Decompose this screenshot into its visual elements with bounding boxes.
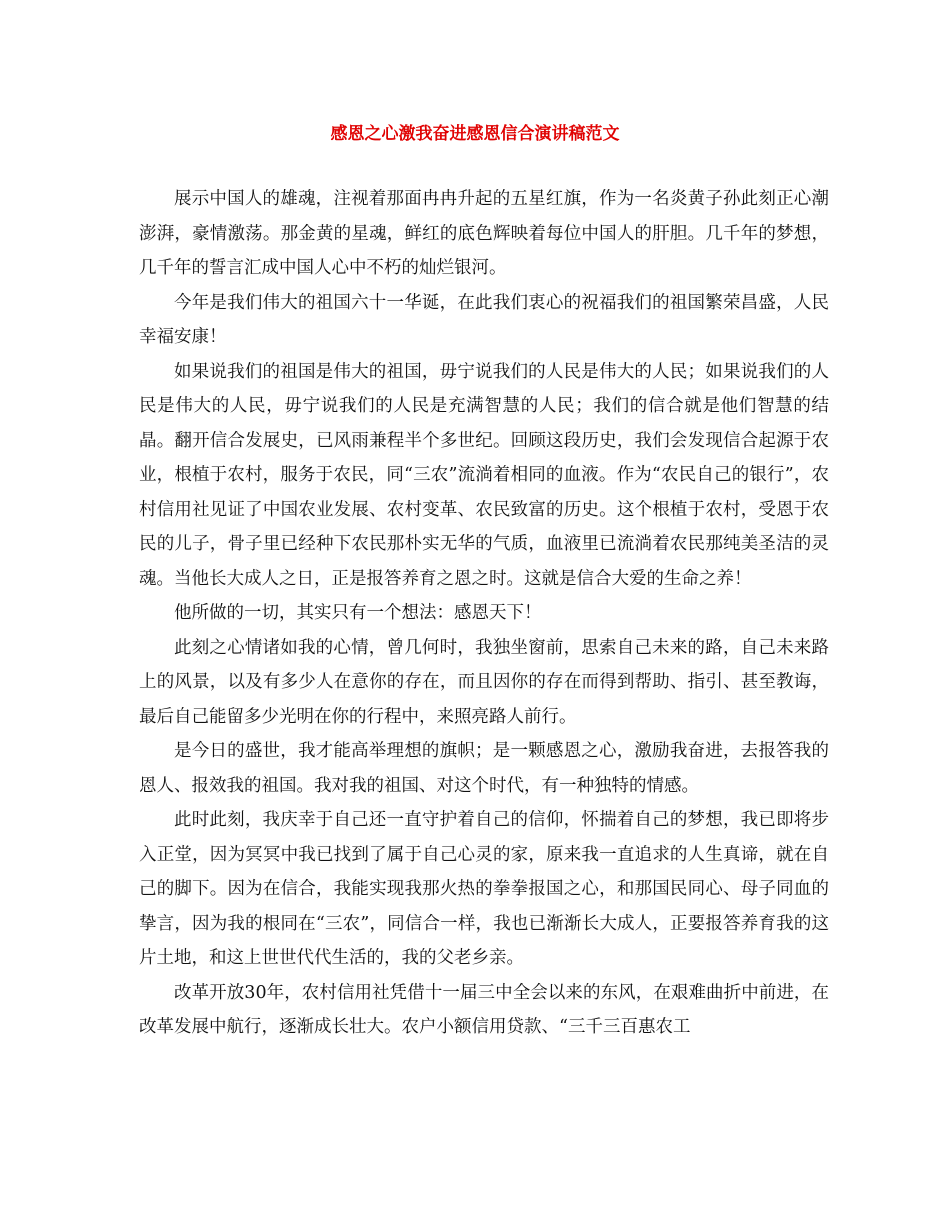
paragraph: 此时此刻，我庆幸于自己还一直守护着自己的信仰，怀揣着自己的梦想，我已即将步入正堂，因为冥冥中我已找到了属于自己心灵的家，原来我一直追求的人生真谛，就在自己的脚下。因为在信合，我能实现我那火热的拳拳报国之心，和那国民同心、母子同血的挚言，因为我的根同在“三农”，同信合一样，我也已渐渐长大成人，正要报答养育我的这片土地，和这上世世代代生活的，我的父老乡亲。	[139, 810, 829, 968]
document-body	[139, 182, 829, 1045]
paragraph: 他所做的一切，其实只有一个想法：感恩天下！	[174, 603, 542, 623]
paragraph: 改革开放30年，农村信用社凭借十一届三中全会以来的东风，在艰难曲折中前进，在改革发展中航行，逐渐成长壮大。农户小额信用贷款、“三千三百惠农工	[139, 982, 829, 1037]
document-title: 感恩之心激我奋进感恩信合演讲稿范文	[330, 124, 620, 144]
paragraph: 是今日的盛世，我才能高举理想的旗帜；是一颗感恩之心，激励我奋进，去报答我的恩人、报效我的祖国。我对我的祖国、对这个时代，有一种独特的情感。	[139, 741, 829, 796]
paragraph: 展示中国人的雄魂，注视着那面冉冉升起的五星红旗，作为一名炎黄子孙此刻正心潮澎湃，豪情激荡。那金黄的星魂，鲜红的底色辉映着每位中国人的肝胆。几千年的梦想，几千年的誓言汇成中国人心中不朽的灿烂银河。	[139, 189, 829, 278]
paragraph: 今年是我们伟大的祖国六十一华诞，在此我们衷心的祝福我们的祖国繁荣昌盛，人民幸福安康！	[139, 292, 829, 347]
paragraph: 如果说我们的祖国是伟大的祖国，毋宁说我们的人民是伟大的人民；如果说我们的人民是伟大的人民，毋宁说我们的人民是充满智慧的人民；我们的信合就是他们智慧的结晶。翻开信合发展史，已风雨兼程半个多世纪。回顾这段历史，我们会发现信合起源于农业，根植于农村，服务于农民，同“三农”流淌着相同的血液。作为“农民自己的银行”，农村信用社见证了中国农业发展、农村变革、农民致富的历史。这个根植于农村，受恩于农民的儿子，骨子里已经种下农民那朴实无华的气质，血液里已流淌着农民那纯美圣洁的灵魂。当他长大成人之日，正是报答养育之恩之时。这就是信合大爱的生命之养！	[139, 361, 829, 589]
paragraph: 此刻之心情诸如我的心情，曾几何时，我独坐窗前，思索自己未来的路，自己未来路上的风景，以及有多少人在意你的存在，而且因你的存在而得到帮助、指引、甚至教诲，最后自己能留多少光明在你的行程中，来照亮路人前行。	[139, 637, 829, 727]
